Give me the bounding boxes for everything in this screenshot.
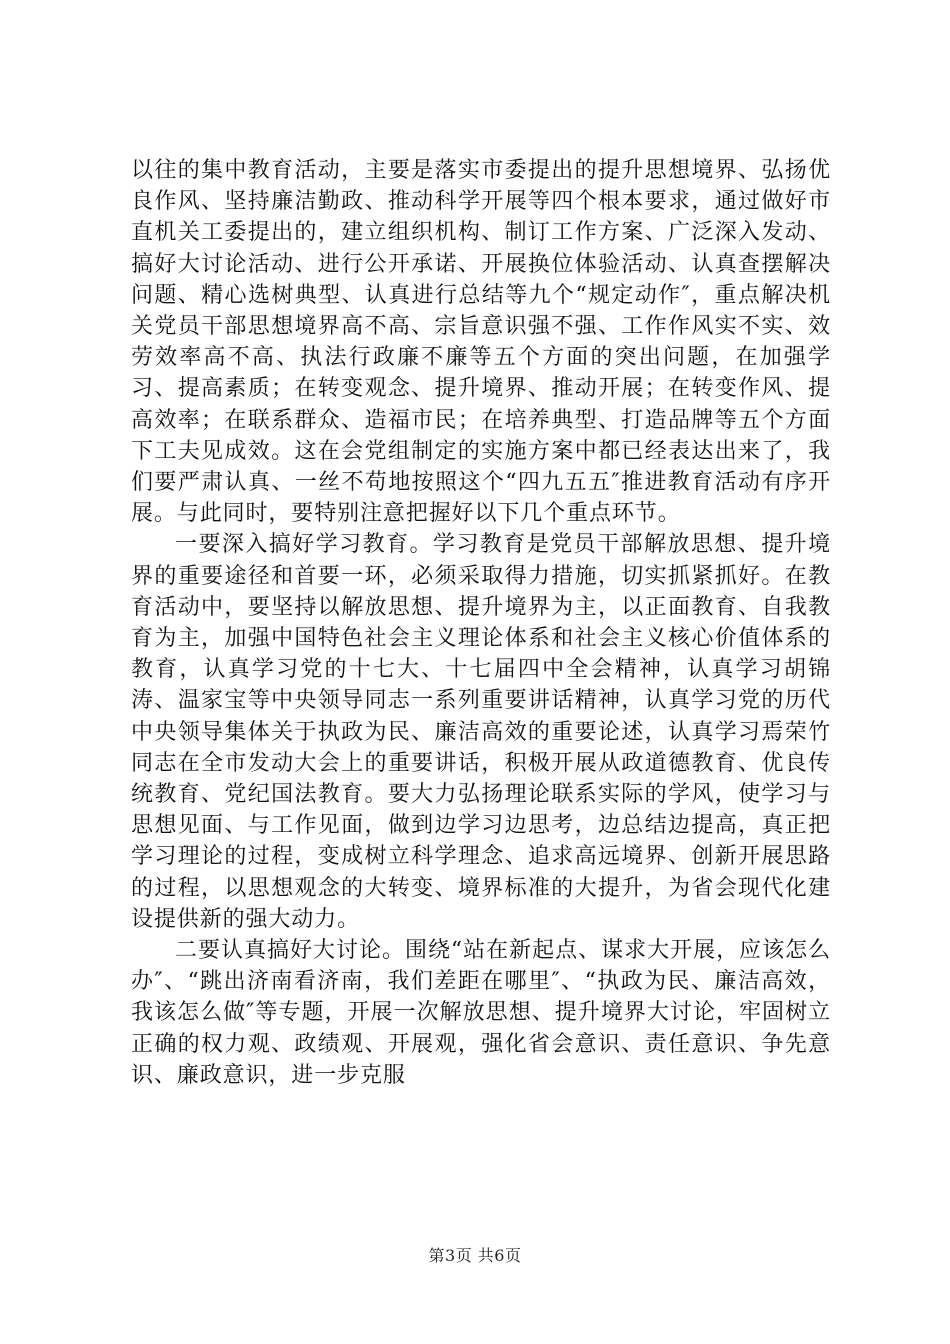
page-footer: 第3页 共6页	[428, 1246, 522, 1265]
paragraph-intro: 以往的集中教育活动，主要是落实市委提出的提升思想境界、弘扬优良作风、坚持廉洁勤政、推动科学开展等四个根本要求，通过做好市直机关工委提出的，建立组织机构、制订工作方案、广泛深入发动、搞好大讨论活动、进行公开承诺、开展换位体验活动、认真查摆解决问题、精心选树典型、认真进行总结等九个“规定动作″，重点解决机关党员干部思想境界高不高、宗旨意识强不强、工作作风实不实、效劳效率高不高、执法行政廉不廉等五个方面的突出问题，在加强学习、提高素质；在转变观念、提升境界、推动开展；在转变作风、提高效率；在联系群众、造福市民；在培养典型、打造品牌等五个方面下工夫见成效。这在会党组制定的实施方案中都已经表达出来了，我们要严肃认真、一丝不苟地按照这个“四九五五″推进教育活动有序开展。与此同时，要特别注意把握好以下几个重点环节。	[131, 158, 831, 527]
paragraph-big-discussion: 二要认真搞好大讨论。围绕“站在新起点、谋求大开展，应该怎么办″、“跳出济南看济南，我们差距在哪里″、“执政为民、廉洁高效，我该怎么做″等专题，开展一次解放思想、提升境界大讨论，牢固树立正确的权力观、政绩观、开展观，强化省会意识、责任意识、争先意识、廉政意识，进一步克服	[131, 938, 831, 1088]
document-body	[131, 155, 831, 1091]
paragraph-study-education: 一要深入搞好学习教育。学习教育是党员干部解放思想、提升境界的重要途径和首要一环，必须采取得力措施，切实抓紧抓好。在教育活动中，要坚持以解放思想、提升境界为主，以正面教育、自我教育为主，加强中国特色社会主义理论体系和社会主义核心价值体系的教育，认真学习党的十七大、十七届四中全会精神，认真学习胡锦涛、温家宝等中央领导同志一系列重要讲话精神，认真学习党的历代中央领导集体关于执政为民、廉洁高效的重要论述，认真学习焉荣竹同志在全市发动大会上的重要讲话，积极开展从政道德教育、优良传统教育、党纪国法教育。要大力弘扬理论联系实际的学风，使学习与思想见面、与工作见面，做到边学习边思考，边总结边提高，真正把学习理论的过程，变成树立科学理念、追求高远境界、创新开展思路的过程，以思想观念的大转变、境界标准的大提升，为省会现代化建设提供新的强大动力。	[131, 532, 831, 932]
